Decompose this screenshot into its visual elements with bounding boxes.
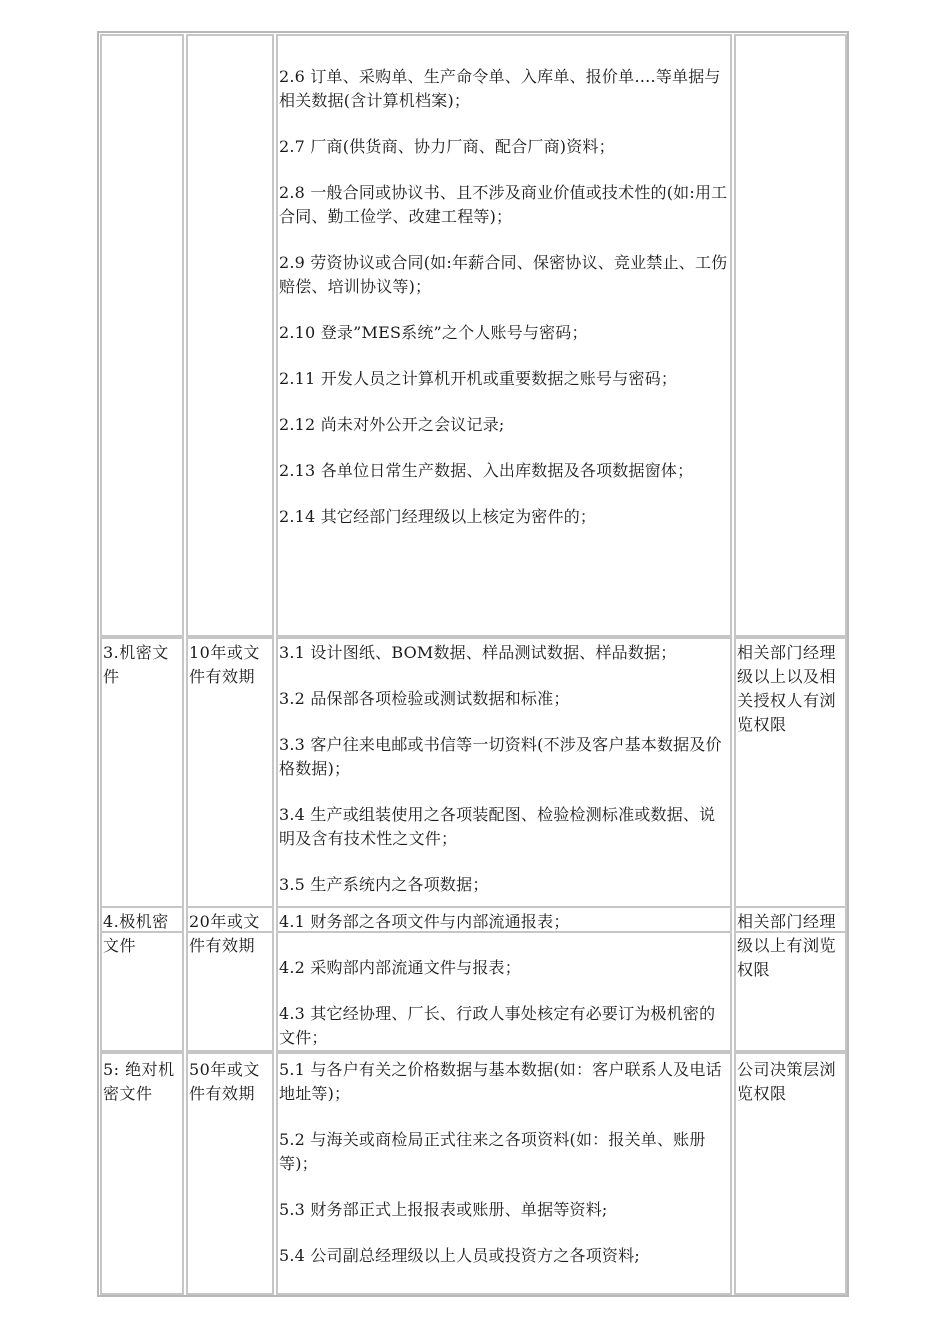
table-row <box>99 906 847 1052</box>
list-item: 2.6 订单、采购单、生产命令单、入库单、报价单….等单据与相关数据(含计算机档案)； <box>279 67 721 110</box>
table-row <box>99 1052 847 1295</box>
content-cell <box>276 34 732 637</box>
list-item: 4.1 财务部之各项文件与内部流通报表； <box>279 912 570 931</box>
list-item: 2.14 其它经部门经理级以上核定为密件的； <box>279 507 597 526</box>
list-item: 5.3 财务部正式上报报表或账册、单据等资料; <box>279 1200 608 1219</box>
list-item: 3.3 客户往来电邮或书信等一切资料(不涉及客户基本数据及价格数据)； <box>279 735 722 778</box>
table-row <box>99 637 847 933</box>
list-item: 2.9 劳资协议或合同(如:年薪合同、保密协议、竞业禁止、工伤赔偿、培训协议等)； <box>279 253 728 296</box>
scope-text: 相关部门经理级以上以及相关授权人有浏览权限 <box>737 643 837 734</box>
list-item: 2.10 登录”MES系统”之个人账号与密码； <box>279 323 588 342</box>
period-cell <box>186 906 274 1052</box>
list-item: 2.12 尚未对外公开之会议记录; <box>279 415 505 434</box>
category-cell <box>100 34 184 637</box>
period-cell <box>186 1052 274 1295</box>
list-item: 5.1 与各户有关之价格数据与基本数据(如：客户联系人及电话地址等)； <box>279 1060 722 1103</box>
list-item: 5.4 公司副总经理级以上人员或投资方之各项资料; <box>279 1246 640 1265</box>
period-text: 20年或文件有效期 <box>189 912 260 955</box>
period-text: 50年或文件有效期 <box>189 1060 260 1103</box>
table-row <box>99 34 847 637</box>
list-item: 3.2 品保部各项检验或测试数据和标准； <box>279 689 570 708</box>
list-item: 3.1 设计图纸、BOM数据、样品测试数据、样品数据； <box>279 643 677 662</box>
category-text: 4.极机密文件 <box>103 912 169 955</box>
category-cell <box>100 1052 184 1295</box>
scope-text: 公司决策层浏览权限 <box>737 1060 837 1103</box>
scope-text: 相关部门经理级以上有浏览权限 <box>737 912 837 979</box>
content-cell <box>276 1052 732 1295</box>
category-cell <box>100 906 184 1052</box>
list-item: 2.11 开发人员之计算机开机或重要数据之账号与密码； <box>279 369 678 388</box>
list-item: 5.2 与海关或商检局正式往来之各项资料(如：报关单、账册等)； <box>279 1130 706 1173</box>
document-table <box>97 31 849 1297</box>
list-item: 4.3 其它经协理、厂长、行政人事处核定有必要订为极机密的文件； <box>279 1004 716 1047</box>
category-text: 5: 绝对机密文件 <box>103 1060 175 1103</box>
list-item: 2.8 一般合同或协议书、且不涉及商业价值或技术性的(如:用工合同、勤工俭学、改建工程等)； <box>279 183 728 226</box>
list-item: 4.2 采购部内部流通文件与报表； <box>279 958 521 977</box>
scope-cell <box>734 1052 847 1295</box>
list-item: 2.7 厂商(供货商、协力厂商、配合厂商)资料； <box>279 137 615 156</box>
content-cell <box>276 906 732 1052</box>
list-item: 3.5 生产系统内之各项数据； <box>279 875 489 894</box>
category-cell <box>100 637 184 933</box>
scope-cell <box>734 637 847 933</box>
scope-cell <box>734 34 847 637</box>
list-item: 2.13 各单位日常生产数据、入出库数据及各项数据窗体； <box>279 461 694 480</box>
scope-cell <box>734 906 847 1052</box>
period-cell <box>186 34 274 637</box>
period-text: 10年或文件有效期 <box>189 643 260 686</box>
list-item: 3.4 生产或组装使用之各项装配图、检验检测标准或数据、说明及含有技术性之文件； <box>279 805 716 848</box>
period-cell <box>186 637 274 933</box>
content-cell <box>276 637 732 933</box>
category-text: 3.机密文件 <box>103 643 169 686</box>
